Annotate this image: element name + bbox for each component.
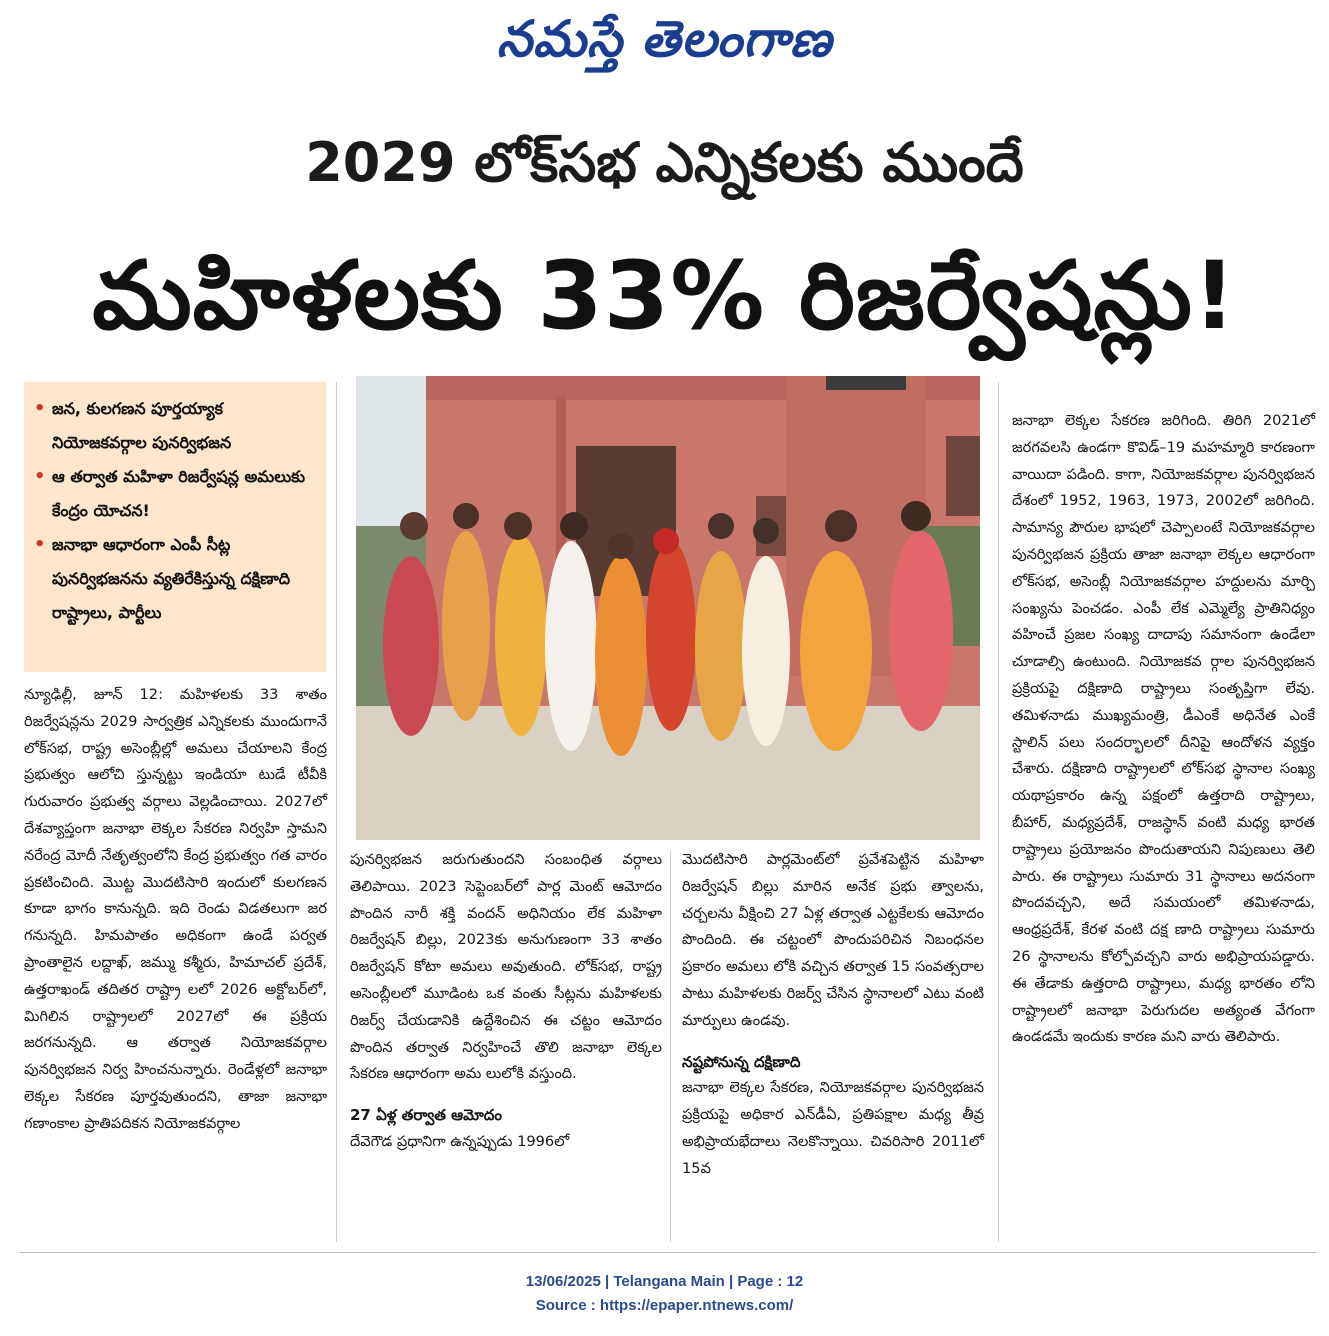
column-divider <box>336 382 337 1242</box>
highlights-box <box>24 382 326 672</box>
headline-kicker: 2029 లోక్‌సభ ఎన్నికలకు ముందే <box>305 131 1024 194</box>
article-column-3 <box>682 847 984 1183</box>
article-text: మొదటిసారి పార్లమెంట్‌లో ప్రవేశపెట్టిన మహిళా రిజర్వేషన్ బిల్లు మారిన అనేక ప్రభు త్వాలను, చర్చలను వీక్షించి 27 ఏళ్ల తర్వాత ఎట్టకేలకు ఆమోదం పొందింది. ఈ చట్టంలో పొందుపరిచిన నిబంధనల ప్రకారం అమలు లోకి వచ్చిన తర్వాత 15 సంవత్సరాల పాటు మహిళలకు రిజర్వ్ చేసిన స్థానాలలో ఎటు వంటి మార్పులు ఉండవు. <box>682 851 984 1029</box>
bottom-divider <box>20 1252 1316 1253</box>
masthead-title: నమస్తే తెలంగాణ <box>496 9 833 68</box>
bullet-icon: • <box>34 534 46 555</box>
bullet-icon: • <box>34 466 46 487</box>
column-divider <box>670 850 671 1242</box>
article-column-1 <box>24 682 327 1138</box>
highlight-text: జనాభా ఆధారంగా ఎంపీ సీట్ల పునర్విభజనను వ్యతిరేకిస్తున్న దక్షిణాది రాష్ట్రాలు, పార్టీలు <box>52 535 291 622</box>
article-column-2 <box>350 847 662 1156</box>
article-text: జనాభా లెక్కల సేకరణ జరిగింది. తిరిగి 2021లో జరగవలసి ఉండగా కొవిడ్–19 మహమ్మారి కారణంగా వాయిదా పడింది. కాగా, నియోజకవర్గాల పునర్విభజన దేశంలో 1952, 1963, 1973, 2002లో జరిగింది. సామాన్య పౌరుల భాషలో చెప్పాలంటే నియోజకవర్గాల పునర్విభజన ప్రక్రియ తాజా జనాభా లెక్కల ఆధారంగా లోక్‌సభ, అసెంబ్లీ నియోజకవర్గాల హద్దులను మార్చి సంఖ్యను పెంచడం. ఎంపీ లేక ఎమ్మెల్యే ప్రాతినిధ్యం వహించే ప్రజల సంఖ్య దాదాపు సమానంగా ఉండేలా చూడాల్సి ఉంటుంది. నియోజకవ ర్గాల పునర్విభజన ప్రక్రియపై దక్షిణాది రాష్ట్రాలు సంతృప్తిగా లేవు. తమిళనాడు ముఖ్యమంత్రి, డీఎంకే అధినేత ఎంకే స్టాలిన్ పలు సందర్భాలలో దీనిపై ఆందోళన వ్యక్తం చేశారు. దక్షిణాది రాష్ట్రాలలో లోక్‌సభ స్థానాల సంఖ్య యథాప్రకారం ఉన్న పక్షంలో ఉత్తరాది రాష్ట్రాలు, బీహార్, మధ్యప్రదేశ్, రాజస్థాన్ వంటి మధ్య భారత రాష్ట్రాలు ప్రయోజనం పొందుతాయని నిపుణులు తెలి పారు. ఈ రాష్ట్రాలు సుమారు 31 స్థానాలు అదనంగా పొందవచ్చని, అదే సమయంలో తమిళనాడు, ఆంధ్రప్రదేశ్, కేరళ వంటి దక్ష ణాది రాష్ట్రాలు సుమారు 26 స్థానాలను కోల్పోవచ్చని వారు అభిప్రాయపడ్డారు. ఈ తేడాకు ఉత్తరాది రాష్ట్రాలు, మధ్య భారతం లోని రాష్ట్రాలలో జనాభా పెరుగుదల అత్యంత వేగంగా ఉండడమే ఇందుకు కారణ మని వారు తెలిపారు. <box>1012 412 1315 1046</box>
subheading: 27 ఏళ్ల తర్వాత ఆమోదం <box>350 1106 502 1125</box>
footer-info: 13/06/2025 | Telangana Main | Page : 12 <box>525 1273 804 1290</box>
article-text: దేవెగౌడ ప్రధానిగా ఉన్నప్పుడు 1996లో <box>350 1132 570 1150</box>
highlight-text: ఆ తర్వాత మహిళా రిజర్వేషన్ల అమలుకు కేంద్రం యోచన! <box>52 467 306 520</box>
highlight-item <box>34 392 318 460</box>
news-photo <box>356 376 980 840</box>
footer <box>0 1270 1329 1318</box>
highlight-item <box>34 460 318 528</box>
highlight-item <box>34 528 318 630</box>
article-text: పునర్విభజన జరుగుతుందని సంబంధిత వర్గాలు తెలిపాయి. 2023 సెప్టెంబర్‌లో పార్ల మెంట్ ఆమోదం పొందిన నారీ శక్తి వందన్ అధినియం లేక మహిళా రిజర్వేషన్ బిల్లు, 2023కు అనుగుణంగా 33 శాతం రిజర్వేషన్ కోటా అమలు అవుతుంది. లోక్‌సభ, రాష్ట్ర అసెంబ్లీలలో మూడింట ఒక వంతు సీట్లను మహిళలకు రిజర్వ్ చేయడానికి ఉద్దేశించిన ఈ చట్టం ఆమోదం పొందిన తర్వాత నిర్వహించే తొలి జనాభా లెక్కల సేకరణ ఆధారంగా అమ లులోకి వస్తుంది. <box>350 851 662 1083</box>
column-divider <box>998 382 999 1242</box>
masthead-logo <box>0 4 1329 74</box>
article-text: న్యూఢిల్లీ, జూన్ 12: మహిళలకు 33 శాతం రిజర్వేషన్లను 2029 సార్వత్రిక ఎన్నికలకు ముందుగానే లోక్‌సభ, రాష్ట్ర అసెంబ్లీల్లో అమలు చేయాలని కేంద్ర ప్రభుత్వం ఆలోచి స్తున్నట్టు ఇండియా టుడే టీవీకి గురువారం ప్రభుత్వ వర్గాలు వెల్లడించాయి. 2027లో దేశవ్యాప్తంగా జనాభా లెక్కల సేకరణ నిర్వహి స్తామని నరేంద్ర మోదీ నేతృత్వంలోని కేంద్ర ప్రభుత్వం గత వారం ప్రకటించింది. మొట్ట మొదటిసారి ఇందులో కులగణన కూడా భాగం కానున్నది. ఇది రెండు విడతలుగా జర గనున్నది. హిమపాతం అధికంగా ఉండే పర్వత ప్రాంతాలైన లద్దాఖ్, జమ్ము కశ్మీరు, హిమాచల్ ప్రదేశ్, ఉత్తరాఖండ్ తదితర రాష్ట్రా లలో 2026 అక్టోబర్‌లో, మిగిలిన రాష్ట్రాలలో 2027లో ఈ ప్రక్రియ జరగనున్నది. ఆ తర్వాత నియోజకవర్గాల పునర్విభజన నిర్వ హించనున్నారు. రెండేళ్లలో జనాభా లెక్కల సేకరణ పూర్తవుతుందని, తాజా జనాభా గణాంకాల ప్రాతిపదికన నియోజకవర్గాల <box>24 686 327 1132</box>
bullet-icon: • <box>34 398 46 419</box>
article-column-4 <box>1012 408 1315 1051</box>
highlight-text: జన, కులగణన పూర్తయ్యాక నియోజకవర్గాల పునర్విభజన <box>52 399 232 452</box>
footer-source: Source : https://epaper.ntnews.com/ <box>535 1297 794 1314</box>
article-text: జనాభా లెక్కల సేకరణ, నియోజకవర్గాల పునర్విభజన ప్రక్రియపై అధికార ఎన్‌డీఏ, ప్రతిపక్షాల మధ్య తీవ్ర అభిప్రాయభేదాలు నెలకొన్నాయి. చివరిసారి 2011లో 15వ <box>682 1079 984 1177</box>
subheading: నష్టపోనున్న దక్షిణాది <box>682 1052 801 1071</box>
headline-main: మహిళలకు 33% రిజర్వేషన్లు! <box>92 242 1237 351</box>
